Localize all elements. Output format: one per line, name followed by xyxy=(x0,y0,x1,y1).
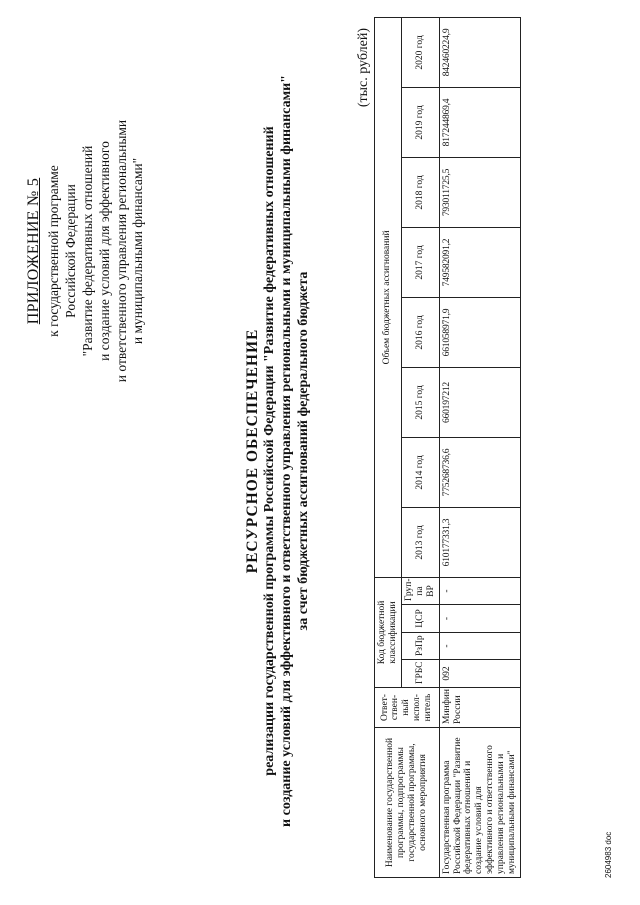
heading-line: и создание условий для эффективного и ответственного управления региональными и муниципальными финансами" xyxy=(278,75,294,827)
appendix-line: Российской Федерации xyxy=(62,184,78,318)
appendix-line: и муниципальными финансами" xyxy=(130,157,146,345)
header-responsible: Ответ-ствен-ный испол-нитель xyxy=(375,688,440,728)
heading-title: РЕСУРСНОЕ ОБЕСПЕЧЕНИЕ xyxy=(244,328,261,574)
appendix-line: к государственной программе xyxy=(46,165,61,337)
document-heading xyxy=(244,16,312,886)
row-value: 610177331,3 xyxy=(439,507,520,577)
header-year: 2019 год xyxy=(401,87,439,157)
row-value: 793011725,5 xyxy=(439,157,520,227)
units-label: (тыс. рублей) xyxy=(356,28,371,108)
row-responsible: Минфин России xyxy=(439,688,520,728)
appendix-line: и создание условий для эффективного xyxy=(96,141,112,361)
header-year: 2013 год xyxy=(401,507,439,577)
row-rzpr: - xyxy=(439,633,520,660)
row-value: 660197212 xyxy=(439,367,520,437)
resource-table xyxy=(374,17,521,878)
header-rzpr: РзПр xyxy=(401,633,439,660)
row-value: 817244869,4 xyxy=(439,87,520,157)
header-year: 2018 год xyxy=(401,157,439,227)
table-row xyxy=(439,17,520,877)
appendix-block xyxy=(24,36,147,466)
row-value: 749582091,2 xyxy=(439,227,520,297)
header-csr: ЦСР xyxy=(401,605,439,633)
header-name: Наименование государственной программы, подпрограммы государственной программы, основного мероприятия xyxy=(375,728,440,878)
header-budget-code: Код бюджетной классификации xyxy=(375,577,402,687)
header-year: 2014 год xyxy=(401,437,439,507)
row-value: 661058971,9 xyxy=(439,297,520,367)
row-csr: - xyxy=(439,605,520,633)
header-year: 2015 год xyxy=(401,367,439,437)
header-year: 2020 год xyxy=(401,17,439,87)
header-year: 2017 год xyxy=(401,227,439,297)
document-reference: 2604983 doc xyxy=(604,831,613,878)
appendix-line: "Развитие федеративных отношений xyxy=(79,145,95,357)
appendix-title: ПРИЛОЖЕНИЕ № 5 xyxy=(25,177,42,325)
heading-line: реализации государственной программы Российской Федерации "Развитие федеративных отношений xyxy=(262,126,277,776)
heading-line: за счет бюджетных ассигнований федерального бюджета xyxy=(295,271,311,631)
header-grbs: ГРБС xyxy=(401,660,439,688)
header-vr: Груп-па ВР xyxy=(401,577,439,604)
appendix-line: и ответственного управления региональными xyxy=(113,119,129,383)
header-row xyxy=(375,17,402,877)
row-vr: - xyxy=(439,577,520,604)
row-name: Государственная программа Российской Федерации "Развитие федеративных отношений и создание условий для эффективного и ответственного управления региональными и муниципальными финансами" xyxy=(439,728,520,878)
header-budget-volume: Объем бюджетных ассигнований xyxy=(375,17,402,577)
header-year: 2016 год xyxy=(401,297,439,367)
row-value: 775268736,6 xyxy=(439,437,520,507)
document-sheet xyxy=(16,16,626,886)
row-grbs: 092 xyxy=(439,660,520,688)
row-value: 842460224,9 xyxy=(439,17,520,87)
